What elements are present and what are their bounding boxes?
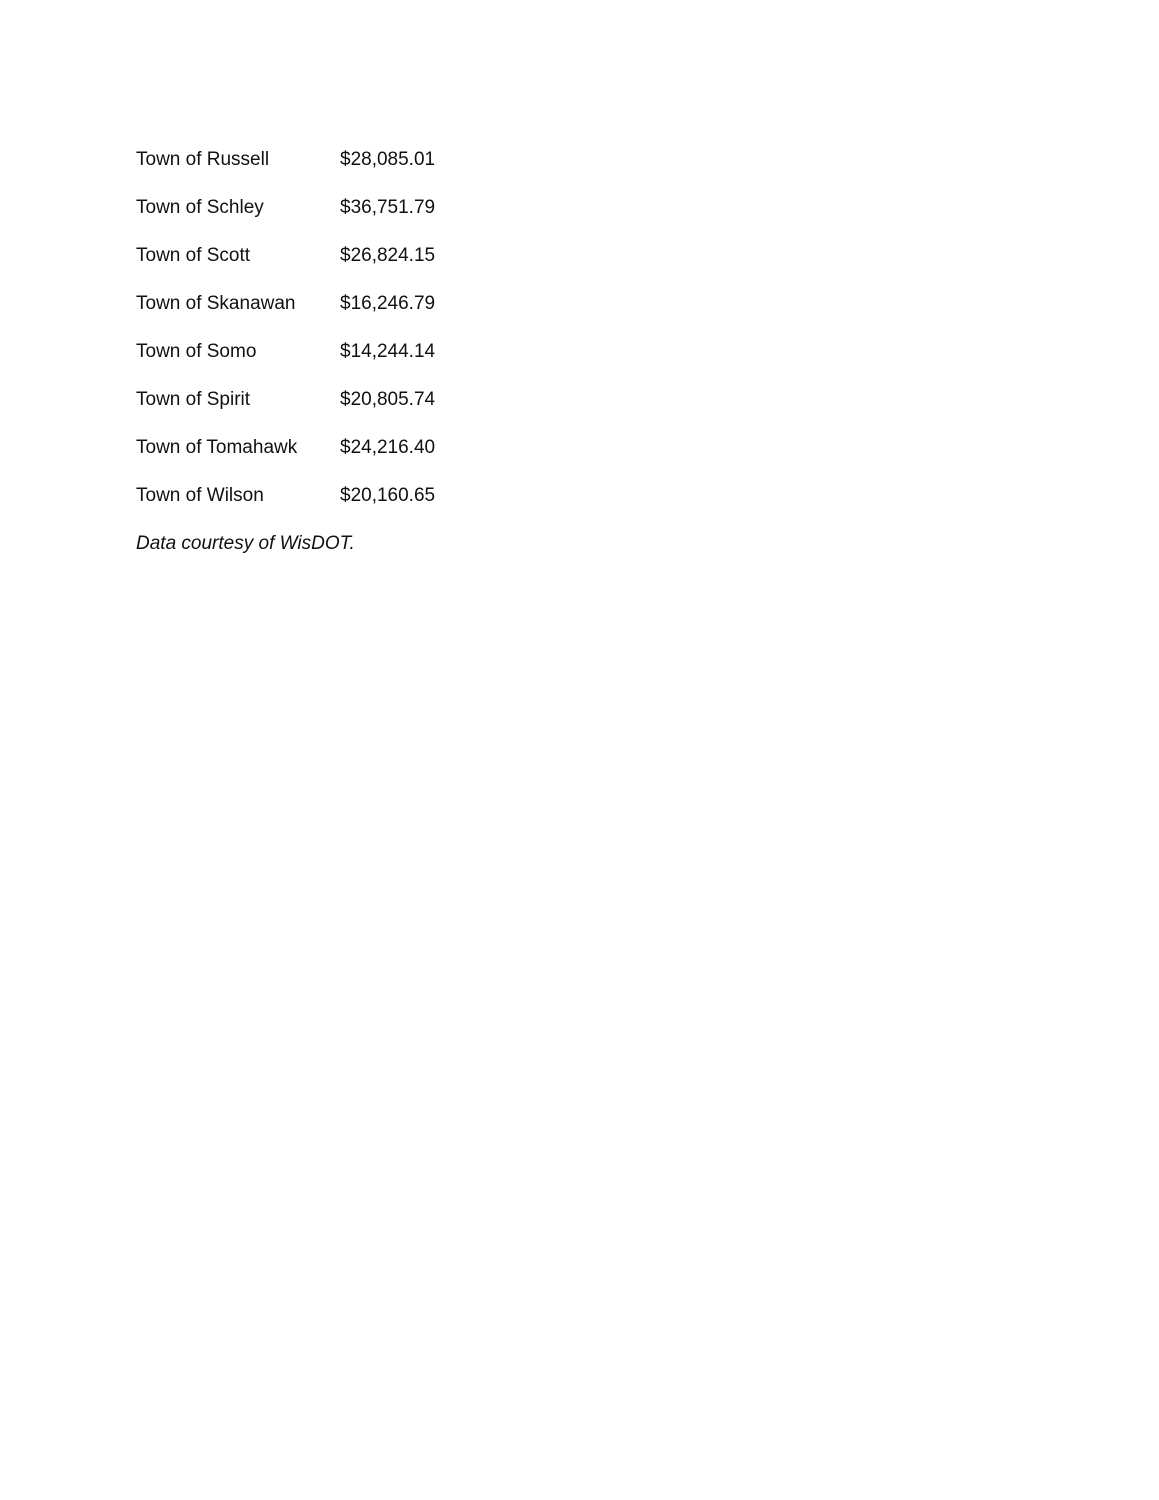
town-amount: $16,246.79 [340, 293, 436, 314]
town-name: Town of Spirit [136, 389, 251, 410]
town-name: Town of Scott [136, 245, 251, 266]
list-item [136, 424, 435, 472]
list-item [136, 376, 435, 424]
list-item [136, 184, 435, 232]
town-amount: $26,824.15 [340, 245, 436, 266]
town-name: Town of Russell [136, 149, 270, 170]
town-amount: $20,805.74 [340, 389, 436, 410]
town-name: Town of Schley [136, 197, 264, 218]
town-amount: $28,085.01 [340, 149, 436, 170]
town-name: Town of Skanawan [136, 293, 296, 314]
town-amount: $20,160.65 [340, 485, 436, 506]
list-item [136, 328, 435, 376]
town-amount-list [136, 136, 435, 568]
town-name: Town of Tomahawk [136, 437, 298, 458]
town-amount: $36,751.79 [340, 197, 436, 218]
list-item [136, 280, 435, 328]
list-item [136, 232, 435, 280]
list-item [136, 472, 435, 520]
list-item [136, 136, 435, 184]
town-name: Town of Wilson [136, 485, 264, 506]
town-amount: $24,216.40 [340, 437, 436, 458]
town-name: Town of Somo [136, 341, 257, 362]
source-note: Data courtesy of WisDOT. [136, 533, 355, 554]
town-amount: $14,244.14 [340, 341, 436, 362]
